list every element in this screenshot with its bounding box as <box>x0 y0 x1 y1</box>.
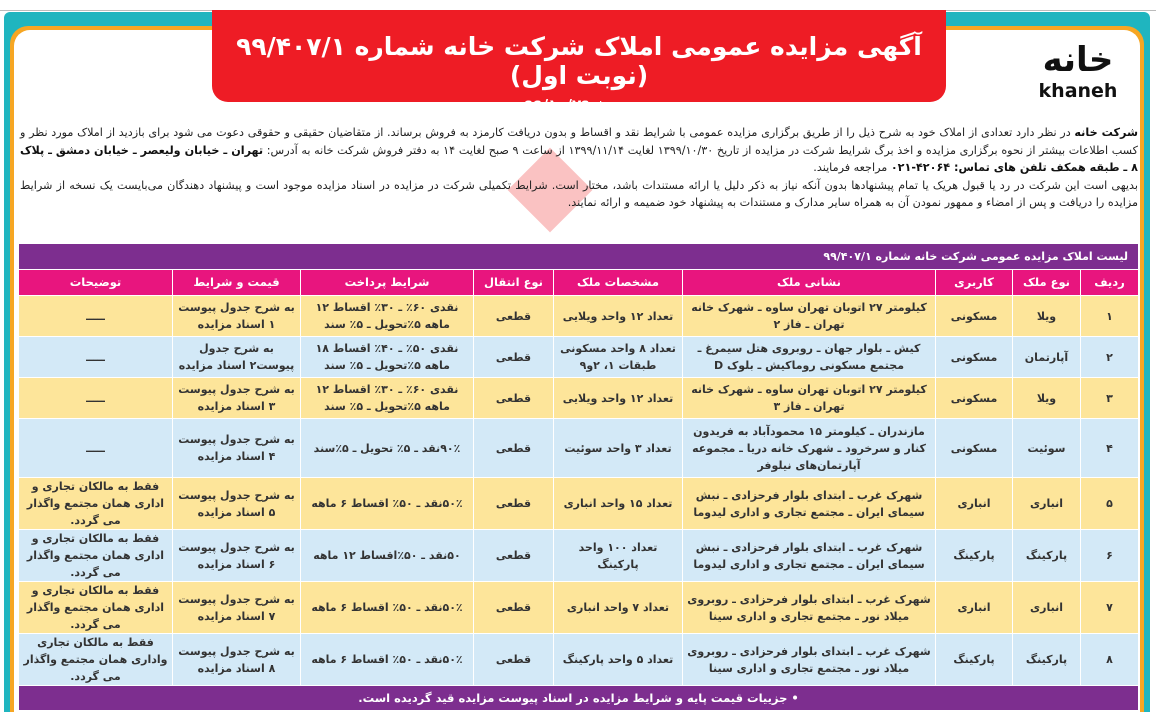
cell-usage: انباری <box>936 582 1013 634</box>
cell-row-number: ۶ <box>1081 530 1139 582</box>
cell-specs: تعداد ۷ واحد انباری <box>554 582 683 634</box>
header-transfer-type: نوع انتقال <box>474 270 554 296</box>
cell-specs: تعداد ۱۲ واحد ویلایی <box>554 378 683 419</box>
header-usage: کاربری <box>936 270 1013 296</box>
cell-notes: فقط به مالکان تجاری و اداری همان مجتمع واگذار می گردد. <box>19 530 173 582</box>
table-footnote: • جزییات قیمت پایه و شرایط مزایده در اسناد پیوست مزایده قید گردیده است. <box>19 686 1139 711</box>
header-row-number: ردیف <box>1081 270 1139 296</box>
cell-transfer-type: قطعی <box>474 337 554 378</box>
cell-notes: ـــــ <box>19 378 173 419</box>
cell-transfer-type: قطعی <box>474 478 554 530</box>
cell-usage: مسکونی <box>936 378 1013 419</box>
cell-specs: تعداد ۸ واحد مسکونی طبقات ۱، ۲و۹ <box>554 337 683 378</box>
cell-address: کیش ـ بلوار جهان ـ روبروی هتل سیمرغ ـ مجتمع مسکونی روماکیش ـ بلوک D <box>683 337 936 378</box>
cell-notes: ـــــ <box>19 296 173 337</box>
cell-usage: پارکینگ <box>936 530 1013 582</box>
cell-address: شهرک غرب ـ ابتدای بلوار فرحزادی ـ روبروی میلاد نور ـ مجتمع تجاری و اداری سینا <box>683 582 936 634</box>
table-row <box>19 582 1139 634</box>
cell-property-type: انباری <box>1013 582 1081 634</box>
cell-specs: تعداد ۱۰۰ واحد پارکینگ <box>554 530 683 582</box>
logo-text: khaneh <box>1038 80 1118 102</box>
cell-specs: تعداد ۱۲ واحد ویلایی <box>554 296 683 337</box>
cell-address: شهرک غرب ـ ابتدای بلوار فرحزادی ـ نبش سیمای ایران ـ مجتمع تجاری و اداری لیدوما <box>683 478 936 530</box>
cell-transfer-type: قطعی <box>474 530 554 582</box>
cell-price-terms: به شرح جدول پیوست۲ اسناد مزایده <box>173 337 301 378</box>
header-property-type: نوع ملک <box>1013 270 1081 296</box>
cell-payment-terms: ۵۰نقد ـ ۵۰٪اقساط ۱۲ ماهه <box>301 530 474 582</box>
intro-paragraph-2: بدیهی است این شرکت در رد یا قبول هریک یا تمام پیشنهادها بدون آنکه نیاز به ذکر دلیل یا ارائه مستندات باشد، مختار است. شرایط تکمیلی شرکت در مزایده در اسناد مزایده موجود است و پیشنهاد دهندگان می‌بایست یک نسخه از شرایط مزایده را دریافت و پس از امضاء و ممهور نمودن آن به همراه سایر مدارک و مستندات به پیشنهاد خود ضمیمه و ارائه نمایند. <box>20 178 1138 210</box>
cell-price-terms: به شرح جدول پیوست ۵ اسناد مزایده <box>173 478 301 530</box>
cell-price-terms: به شرح جدول پیوست ۶ اسناد مزایده <box>173 530 301 582</box>
cell-payment-terms: نقدی ۶۰٪ ـ ۳۰٪ اقساط ۱۲ ماهه ۵٪تحویل ـ ۵٪ سند <box>301 296 474 337</box>
cell-notes: فقط به مالکان تجاری و اداری همان مجتمع واگذار می گردد. <box>19 478 173 530</box>
cell-notes: فقط به مالکان تجاری و اداری همان مجتمع واگذار می گردد. <box>19 582 173 634</box>
header-specs: مشخصات ملک <box>554 270 683 296</box>
cell-notes: ـــــ <box>19 419 173 478</box>
ad-title: آگهی مزایده عمومی املاک شرکت خانه شماره ۹۹/۴۰۷/۱ (نوبت اول) <box>236 32 922 90</box>
cell-specs: تعداد ۳ واحد سوئیت <box>554 419 683 478</box>
cell-usage: مسکونی <box>936 419 1013 478</box>
table-title: لیست املاک مزایده عمومی شرکت خانه شماره ۹۹/۴۰۷/۱ <box>19 244 1139 270</box>
header-address: نشانی ملک <box>683 270 936 296</box>
cell-property-type: سوئیت <box>1013 419 1081 478</box>
cell-price-terms: به شرح جدول پیوست ۳ اسناد مزایده <box>173 378 301 419</box>
cell-usage: انباری <box>936 478 1013 530</box>
table-row <box>19 419 1139 478</box>
cell-row-number: ۸ <box>1081 634 1139 686</box>
cell-notes: فقط به مالکان تجاری واداری همان مجتمع واگذار می گردد. <box>19 634 173 686</box>
table-row <box>19 337 1139 378</box>
cell-address: شهرک غرب ـ ابتدای بلوار فرحزادی ـ روبروی میلاد نور ـ مجتمع تجاری و اداری سینا <box>683 634 936 686</box>
khaneh-logo <box>1030 40 1126 112</box>
header-notes: توضیحات <box>19 270 173 296</box>
cell-row-number: ۲ <box>1081 337 1139 378</box>
cell-payment-terms: ۵۰٪نقد ـ ۵۰٪ اقساط ۶ ماهه <box>301 478 474 530</box>
cell-payment-terms: ۵۰٪نقد ـ ۵۰٪ اقساط ۶ ماهه <box>301 582 474 634</box>
cell-property-type: آپارتمان <box>1013 337 1081 378</box>
logo-mark: خانه <box>1042 40 1114 80</box>
cell-transfer-type: قطعی <box>474 582 554 634</box>
company-name: شرکت خانه <box>1074 126 1138 139</box>
cell-address: کیلومتر ۲۷ اتوبان تهران ساوه ـ شهرک خانه تهران ـ فاز ۳ <box>683 378 936 419</box>
properties-table <box>18 243 1139 711</box>
cell-payment-terms: ۵۰٪نقد ـ ۵۰٪ اقساط ۶ ماهه <box>301 634 474 686</box>
intro-end: مراجعه فرمایند. <box>813 161 891 175</box>
cell-payment-terms: نقدی ۵۰٪ ـ ۴۰٪ اقساط ۱۸ ماهه ۵٪تحویل ـ ۵٪ سند <box>301 337 474 378</box>
cell-price-terms: به شرح جدول پیوست ۷ اسناد مزایده <box>173 582 301 634</box>
cell-price-terms: به شرح جدول پیوست ۴ اسناد مزایده <box>173 419 301 478</box>
cell-property-type: پارکینگ <box>1013 634 1081 686</box>
cell-row-number: ۳ <box>1081 378 1139 419</box>
cell-address: شهرک غرب ـ ابتدای بلوار فرحزادی ـ نبش سیمای ایران ـ مجتمع تجاری و اداری لیدوما <box>683 530 936 582</box>
intro-text <box>20 124 1138 212</box>
ad-date: مورخ ۹۹/۱۰/۲۹ <box>524 96 634 114</box>
cell-transfer-type: قطعی <box>474 634 554 686</box>
cell-address: کیلومتر ۲۷ اتوبان تهران ساوه ـ شهرک خانه تهران ـ فاز ۲ <box>683 296 936 337</box>
cell-row-number: ۱ <box>1081 296 1139 337</box>
cell-property-type: پارکینگ <box>1013 530 1081 582</box>
cell-specs: تعداد ۱۵ واحد انباری <box>554 478 683 530</box>
cell-row-number: ۴ <box>1081 419 1139 478</box>
table-row <box>19 530 1139 582</box>
cell-price-terms: به شرح جدول پیوست ۸ اسناد مزایده <box>173 634 301 686</box>
table-row <box>19 378 1139 419</box>
header-payment-terms: شرایط پرداخت <box>301 270 474 296</box>
table-row <box>19 478 1139 530</box>
cell-payment-terms: ۹۰٪نقد ـ ۵٪ تحویل ـ ۵٪سند <box>301 419 474 478</box>
intro-body: در نظر دارد تعدادی از املاک خود به شرح ذیل را از طریق برگزاری مزایده عمومی با شرایط نقد و اقساط و بدون دریافت کارمزد به فروش برساند. از متقاضیان حقیقی و حقوقی دعوت می شود برای بازدید از املاک مورد نظر و کسب اطلاعات بیشتر از نحوه برگزاری مزایده و اخذ برگ شرایط شرکت در مزایده از تاریخ ۱۳۹۹/۱۰/۳۰ لغایت ۱۳۹۹/۱۱/۱۴ از ساعت ۹ صبح لغایت ۱۴ به دفتر فروش شرکت خانه به آدرس: <box>20 126 1138 157</box>
table-row <box>19 634 1139 686</box>
intro-paragraph-1 <box>20 124 1138 177</box>
cell-notes: ـــــ <box>19 337 173 378</box>
cell-transfer-type: قطعی <box>474 378 554 419</box>
cell-transfer-type: قطعی <box>474 296 554 337</box>
cell-usage: پارکینگ <box>936 634 1013 686</box>
cell-specs: تعداد ۵ واحد پارکینگ <box>554 634 683 686</box>
cell-usage: مسکونی <box>936 296 1013 337</box>
cell-row-number: ۵ <box>1081 478 1139 530</box>
cell-property-type: ویلا <box>1013 296 1081 337</box>
cell-usage: مسکونی <box>936 337 1013 378</box>
header-price-terms: قیمت و شرایط <box>173 270 301 296</box>
cell-address: مازندران ـ کیلومتر ۱۵ محمودآباد به فریدون کنار و سرخرود ـ شهرک خانه دریا ـ مجموعه آپارتمان‌های نیلوفر <box>683 419 936 478</box>
cell-row-number: ۷ <box>1081 582 1139 634</box>
cell-property-type: انباری <box>1013 478 1081 530</box>
address: تهران ـ خیابان ولیعصر ـ خیابان دمشق ـ پلاک ۸ ـ طبقه همکف تلفن های تماس: ۴۲۰۶۴-۰۲۱ <box>20 143 1138 175</box>
cell-payment-terms: نقدی ۶۰٪ ـ ۳۰٪ اقساط ۱۲ ماهه ۵٪تحویل ـ ۵٪ سند <box>301 378 474 419</box>
cell-price-terms: به شرح جدول پیوست ۱ اسناد مزایده <box>173 296 301 337</box>
title-banner <box>212 10 946 114</box>
cell-property-type: ویلا <box>1013 378 1081 419</box>
cell-transfer-type: قطعی <box>474 419 554 478</box>
table-row <box>19 296 1139 337</box>
